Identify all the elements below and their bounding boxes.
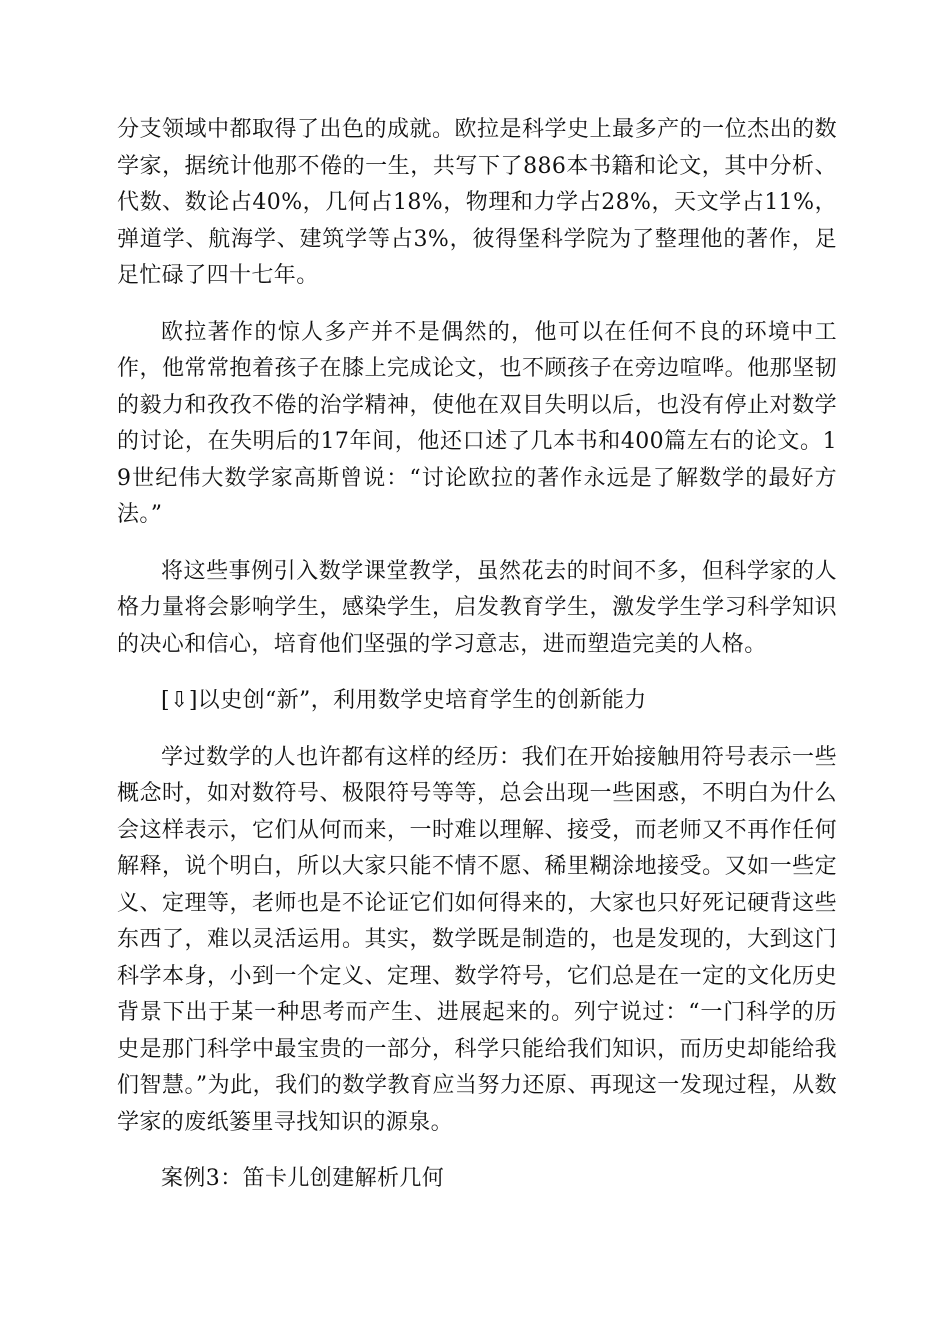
- document-body: [117, 112, 837, 1218]
- paragraph-math-history-discovery: 学过数学的人也许都有这样的经历：我们在开始接触用符号表示一些概念时，如对数符号、极限符号等等，总会出现一些困惑，不明白为什么会这样表示，它们从何而来，一时难以理解、接受，而老师又不再作任何解释，说个明白，所以大家只能不情不愿、稀里糊涂地接受。又如一些定义、定理等，老师也是不论证它们如何得来的，大家也只好死记硬背这些东西了，难以灵活运用。其实，数学既是制造的，也是发现的，大到这门科学本身，小到一个定义、定理、数学符号，它们总是在一定的文化历史背景下出于某一种思考而产生、进展起来的。列宁说过：“一门科学的历史是那门科学中最宝贵的一部分，科学只能给我们知识，而历史却能给我们智慧。”为此，我们的数学教育应当努力还原、再现这一发现过程，从数学家的废纸篓里寻找知识的源泉。: [117, 744, 837, 1135]
- paragraph-classroom-teaching: 将这些事例引入数学课堂教学，虽然花去的时间不多，但科学家的人格力量将会影响学生，感染学生，启发教育学生，激发学生学习科学知识的决心和信心，培育他们坚强的学习意志，进而塑造完美的人格。: [117, 558, 837, 657]
- paragraph-euler-output: 分支领域中都取得了出色的成就。欧拉是科学史上最多产的一位杰出的数学家，据统计他那不倦的一生，共写下了886本书籍和论文，其中分析、代数、数论占40%，几何占18%，物理和力学占28%，天文学占11%，弹道学、航海学、建筑学等占3%，彼得堡科学院为了整理他的著作，足足忙碌了四十七年。: [117, 117, 837, 288]
- paragraph-euler-perseverance: 欧拉著作的惊人多产并不是偶然的，他可以在任何不良的环境中工作，他常常抱着孩子在膝上完成论文，也不顾孩子在旁边喧哗。他那坚韧的毅力和孜孜不倦的治学精神，使他在双目失明以后，也没有停止对数学的讨论，在失明后的17年间，他还口述了几本书和400篇左右的论文。19世纪伟大数学家高斯曾说：“讨论欧拉的著作永远是了解数学的最好方法。”: [117, 319, 837, 527]
- case-heading-descartes: 案例3：笛卡儿创建解析几何: [161, 1166, 445, 1191]
- section-heading-innovation: [⇩]以史创“新”，利用数学史培育学生的创新能力: [161, 688, 647, 713]
